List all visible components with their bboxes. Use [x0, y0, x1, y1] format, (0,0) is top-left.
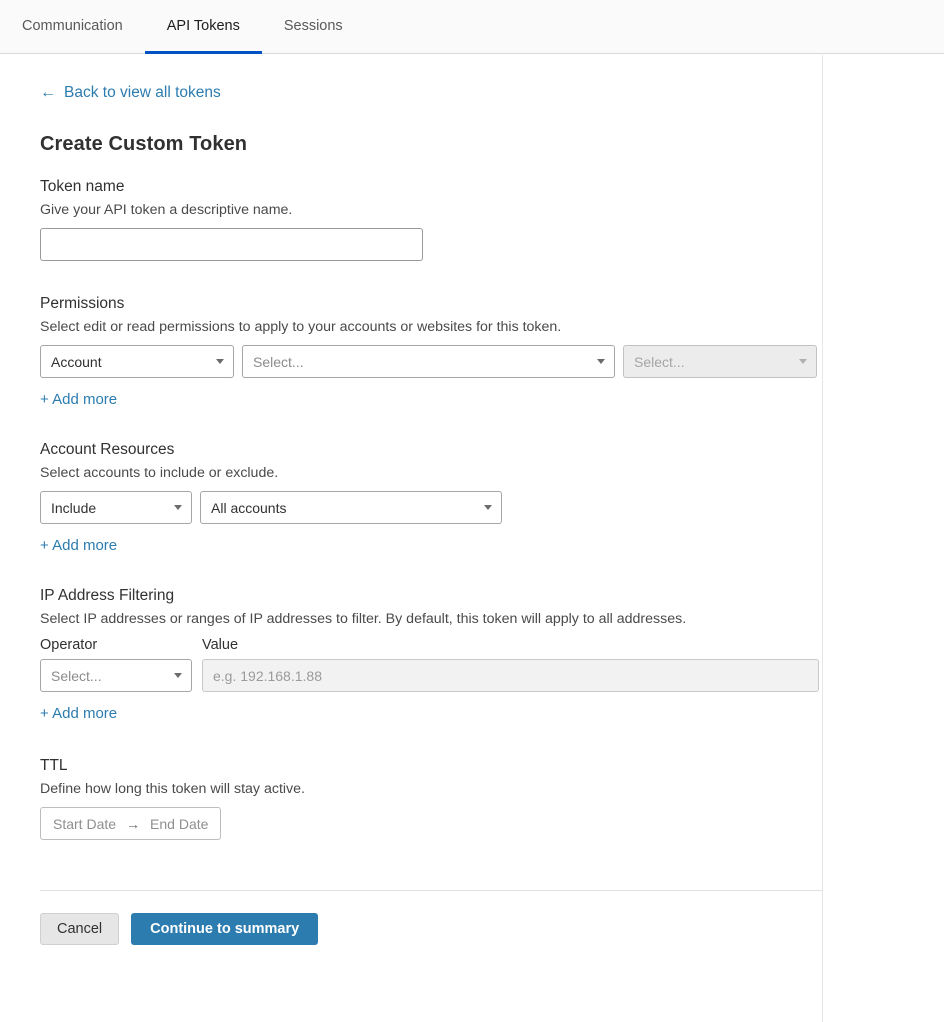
permission-scope-value: Account: [51, 353, 102, 370]
footer-divider: [40, 890, 904, 891]
account-resources-mode-value: Include: [51, 499, 97, 516]
ip-value-input[interactable]: [202, 659, 819, 692]
ttl-label: TTL: [40, 757, 68, 774]
account-resources-accounts-value: All accounts: [211, 499, 287, 516]
arrow-left-icon: ←: [40, 84, 56, 101]
account-resources-add-more-button[interactable]: [40, 537, 117, 554]
permission-level-value: Select...: [634, 353, 685, 370]
page-title: Create Custom Token: [40, 133, 248, 155]
permission-scope-select[interactable]: [40, 345, 234, 378]
form-footer: [40, 913, 904, 975]
main-content: [0, 54, 944, 975]
tab-api-tokens[interactable]: [145, 1, 262, 54]
ip-operator-select[interactable]: [40, 659, 192, 692]
ip-filtering-description: Select IP addresses or ranges of IP addresses to filter. By default, this token will apply to all addresses.: [40, 611, 687, 627]
tab-communication[interactable]: [0, 1, 145, 54]
permissions-label: Permissions: [40, 295, 125, 312]
token-name-input[interactable]: [40, 228, 423, 261]
permissions-description: Select edit or read permissions to apply to your accounts or websites for this token.: [40, 319, 562, 335]
account-resources-mode-select[interactable]: [40, 491, 192, 524]
ip-operator-value: Select...: [51, 667, 102, 684]
section-permissions: [40, 295, 904, 409]
section-account-resources: [40, 441, 904, 555]
permissions-add-more-label: + Add more: [40, 391, 118, 408]
chevron-down-icon: [799, 359, 807, 364]
ttl-start-date[interactable]: Start Date: [53, 815, 117, 832]
permission-resource-select[interactable]: [242, 345, 615, 378]
permission-resource-value: Select...: [253, 353, 304, 370]
ip-operator-label: Operator: [40, 637, 98, 653]
tab-label: Communication: [22, 18, 123, 34]
ip-filtering-add-more-button[interactable]: [40, 705, 117, 722]
section-ip-filtering: [40, 587, 904, 723]
tab-label: Sessions: [283, 18, 343, 34]
ip-value-label: Value: [202, 637, 239, 653]
tab-bar: [0, 0, 944, 54]
continue-button-label: Continue to summary: [150, 921, 300, 937]
section-token-name: [40, 178, 904, 261]
continue-to-summary-button[interactable]: [131, 913, 318, 945]
ip-filtering-row: [40, 637, 904, 692]
cancel-button-label: Cancel: [57, 921, 103, 937]
ip-filtering-label: IP Address Filtering: [40, 587, 175, 604]
back-link-label: Back to view all tokens: [64, 84, 221, 101]
chevron-down-icon: [484, 505, 492, 510]
permissions-row: [40, 345, 904, 378]
permission-level-select: [623, 345, 817, 378]
chevron-down-icon: [174, 673, 182, 678]
account-resources-label: Account Resources: [40, 441, 175, 458]
cancel-button[interactable]: [40, 913, 119, 945]
tab-sessions[interactable]: [262, 1, 365, 54]
chevron-down-icon: [174, 505, 182, 510]
back-to-all-tokens-link[interactable]: [40, 84, 221, 102]
arrow-right-icon: →: [126, 815, 141, 832]
ttl-end-date[interactable]: End Date: [150, 815, 209, 832]
chevron-down-icon: [597, 359, 605, 364]
account-resources-accounts-select[interactable]: [200, 491, 502, 524]
permissions-add-more-button[interactable]: [40, 391, 117, 408]
ip-value-field: [202, 637, 819, 692]
token-name-label: Token name: [40, 178, 125, 195]
account-resources-description: Select accounts to include or exclude.: [40, 465, 279, 481]
chevron-down-icon: [216, 359, 224, 364]
section-ttl: [40, 757, 904, 840]
account-resources-row: [40, 491, 904, 524]
ttl-description: Define how long this token will stay active.: [40, 781, 305, 797]
ip-filtering-add-more-label: + Add more: [40, 705, 118, 722]
ip-operator-field: [40, 637, 192, 692]
tab-label: API Tokens: [166, 18, 240, 34]
token-name-description: Give your API token a descriptive name.: [40, 202, 293, 218]
account-resources-add-more-label: + Add more: [40, 537, 118, 554]
ttl-date-range-picker[interactable]: [40, 807, 221, 840]
